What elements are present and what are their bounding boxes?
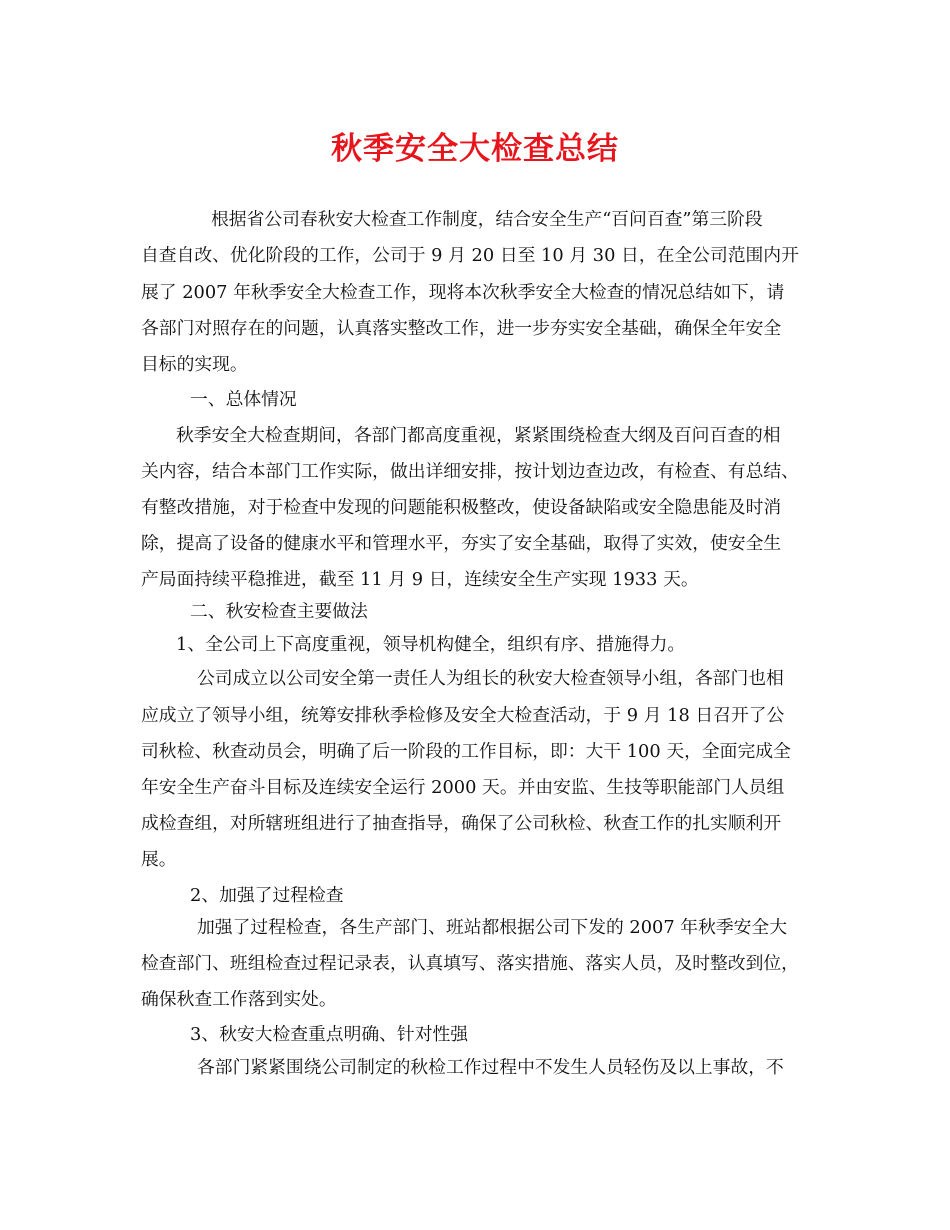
subsection-heading: 3、秋安大检查重点明确、针对性强: [190, 1024, 469, 1045]
paragraph-line: 公司成立以公司安全第一责任人为组长的秋安大检查领导小组，各部门也相: [197, 668, 784, 689]
paragraph-line: 加强了过程检查，各生产部门、班站都根据公司下发的 2007 年秋季安全大: [197, 917, 787, 938]
section-heading: 二、秋安检查主要做法: [190, 601, 368, 622]
paragraph-line: 有整改措施，对于检查中发现的问题能积极整改，使设备缺陷或安全隐患能及时消: [141, 497, 782, 518]
paragraph-line: 应成立了领导小组，统筹安排秋季检修及安全大检查活动，于 9 月 18 日召开了公: [141, 705, 785, 726]
paragraph-line: 展了 2007 年秋季安全大检查工作，现将本次秋季安全大检查的情况总结如下，请: [141, 282, 785, 303]
section-heading: 一、总体情况: [190, 389, 297, 410]
paragraph-line: 根据省公司春秋安大检查工作制度，结合安全生产“百问百查”第三阶段: [211, 209, 763, 230]
paragraph-line: 自查自改、优化阶段的工作，公司于 9 月 20 日至 10 月 30 日，在全公司范围内开: [141, 245, 799, 266]
paragraph-line: 展。: [141, 849, 177, 870]
paragraph-line: 年安全生产奋斗目标及连续安全运行 2000 天。并由安监、生技等职能部门人员组: [141, 777, 785, 798]
paragraph-line: 除，提高了设备的健康水平和管理水平，夯实了安全基础，取得了实效，使安全生: [141, 533, 782, 554]
subsection-heading: 2、加强了过程检查: [190, 885, 344, 906]
paragraph-line: 关内容，结合本部门工作实际，做出详细安排，按计划边查边改，有检查、有总结、: [141, 461, 799, 482]
paragraph-line: 成检查组，对所辖班组进行了抽查指导，确保了公司秋检、秋查工作的扎实顺利开: [141, 813, 782, 834]
paragraph-line: 各部门对照存在的问题，认真落实整改工作，进一步夯实安全基础，确保全年安全: [141, 318, 782, 339]
subsection-heading: 1、全公司上下高度重视，领导机构健全，组织有序、措施得力。: [176, 634, 686, 655]
paragraph-line: 产局面持续平稳推进，截至 11 月 9 日，连续安全生产实现 1933 天。: [141, 569, 699, 590]
paragraph-line: 秋季安全大检查期间，各部门都高度重视，紧紧围绕检查大纲及百问百查的相: [176, 425, 781, 446]
paragraph-line: 各部门紧紧围绕公司制定的秋检工作过程中不发生人员轻伤及以上事故，不: [197, 1057, 784, 1078]
paragraph-line: 确保秋查工作落到实处。: [141, 989, 337, 1010]
paragraph-line: 司秋检、秋查动员会，明确了后一阶段的工作目标，即：大干 100 天，全面完成全: [141, 741, 791, 762]
paragraph-line: 检查部门、班组检查过程记录表，认真填写、落实措施、落实人员，及时整改到位，: [141, 953, 799, 974]
document-title: 秋季安全大检查总结: [331, 131, 619, 167]
paragraph-line: 目标的实现。: [141, 354, 248, 375]
